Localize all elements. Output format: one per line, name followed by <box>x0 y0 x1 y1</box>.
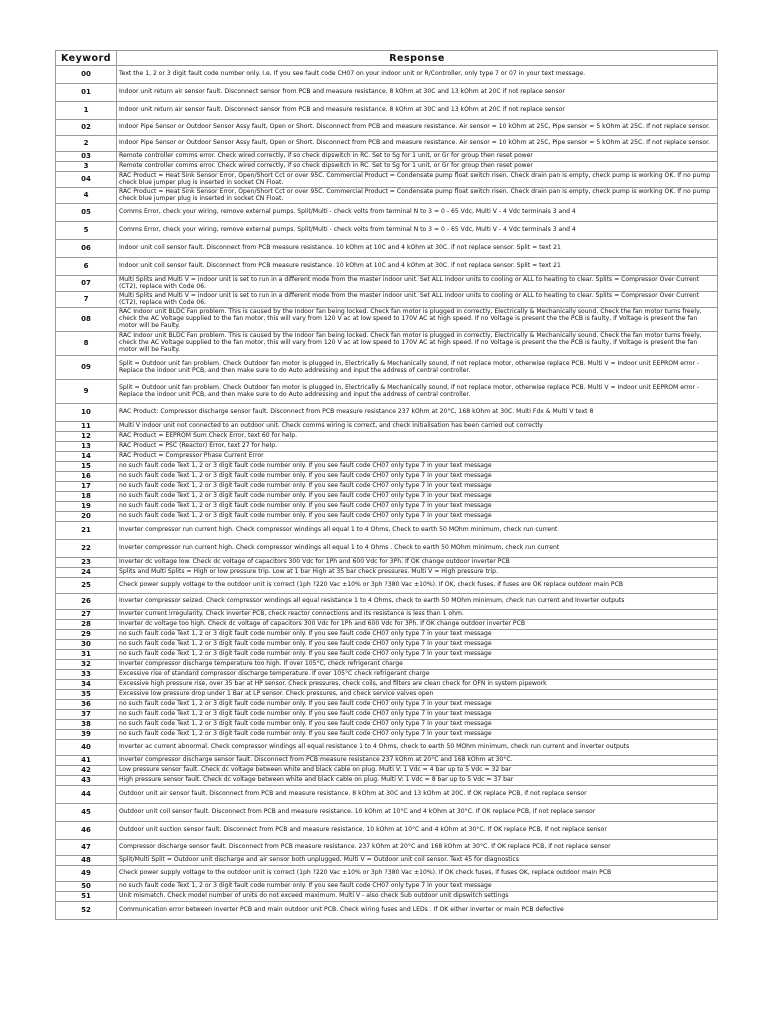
table-row <box>56 422 718 432</box>
table-row <box>56 822 718 840</box>
keyword-cell: 28 <box>56 620 117 630</box>
table-row <box>56 502 718 512</box>
table-row <box>56 84 718 102</box>
response-cell: RAC Indoor unit BLDC Fan problem. This is caused by the Indoor fan being locked. Check fan motor is plugged in correctly, Electrically & Mechanically sound. Check the fan motor turns freely, check the AC Voltage supplied to the fan motor, this will vary from 120 V ac at low speed to 170V AC at high speed. If no Voltage is present the the PCB is faulty, if Voltage is present the fan motor will be Faulty. <box>117 308 718 332</box>
keyword-cell: 43 <box>56 776 117 786</box>
response-cell: Inverter dc voltage too high. Check dc voltage of capacitors 300 Vdc for 1Ph and 600 Vdc for 3Ph. If OK change outdoor inverter PCB <box>117 620 718 630</box>
table-row <box>56 222 718 240</box>
keyword-cell: 3 <box>56 162 117 172</box>
response-cell: no such fault code Text 1, 2 or 3 digit fault code number only. If you see fault code CH07 only type 7 in your text message <box>117 720 718 730</box>
response-cell: no such fault code Text 1, 2 or 3 digit fault code number only. If you see fault code CH07 only type 7 in your text message <box>117 710 718 720</box>
response-cell: Remote controller comms error. Check wired correctly, if so check dipswitch in RC. Set to Sg for 1 unit, or Gr for group then reset power <box>117 152 718 162</box>
table-row <box>56 804 718 822</box>
keyword-cell: 02 <box>56 120 117 136</box>
table-row <box>56 700 718 710</box>
table-row <box>56 540 718 558</box>
keyword-cell: 05 <box>56 204 117 222</box>
response-cell: no such fault code Text 1, 2 or 3 digit fault code number only. If you see fault code CH07 only type 7 in your text message <box>117 462 718 472</box>
table-row <box>56 776 718 786</box>
table-row <box>56 66 718 84</box>
table-row <box>56 650 718 660</box>
table-row <box>56 640 718 650</box>
keyword-cell: 04 <box>56 172 117 188</box>
response-cell: Multi Splits and Multi V = indoor unit is set to run in a different mode from the master indoor unit. Set ALL indoor units to cooling or ALL to heating to clear. Splits = Compressor Over Current (CT2), replace with Code 06. <box>117 292 718 308</box>
keyword-cell: 25 <box>56 578 117 594</box>
response-cell: Splits and Multi Splits = High or low pressure trip. Low at 1 bar High at 35 bar check pressures. Multi V = High pressure trip. <box>117 568 718 578</box>
response-cell: no such fault code Text 1, 2 or 3 digit fault code number only. If you see fault code CH07 only type 7 in your text message <box>117 730 718 740</box>
table-row <box>56 332 718 356</box>
keyword-cell: 30 <box>56 640 117 650</box>
table-row <box>56 308 718 332</box>
response-cell: Indoor unit coil sensor fault. Disconnect from PCB measure resistance. 10 kOhm at 10C and 4 kOhm at 30C. if not replace sensor. Split = text 21 <box>117 240 718 258</box>
keyword-cell: 47 <box>56 840 117 856</box>
table-row <box>56 482 718 492</box>
table-row <box>56 492 718 502</box>
response-cell: Text the 1, 2 or 3 digit fault code number only. I.e. If you see fault code CH07 on your indoor unit or R/Controller, only type 7 or 07 in your text message. <box>117 66 718 84</box>
response-cell: Indoor unit return air sensor fault. Disconnect sensor from PCB and measure resistance. 8 kOhm at 30C and 13 kOhm at 20C if not replace sensor <box>117 84 718 102</box>
keyword-cell: 5 <box>56 222 117 240</box>
response-cell: Inverter compressor seized. Check compressor windings all equal resistance 1 to 4 Ohms, check to earth 50 MOhm minimum, check run current and Inverter outputs <box>117 594 718 610</box>
keyword-cell: 13 <box>56 442 117 452</box>
table-row <box>56 610 718 620</box>
response-cell: Indoor unit coil sensor fault. Disconnect from PCB measure resistance. 10 kOhm at 10C and 4 kOhm at 30C. if not replace sensor. Split = text 21 <box>117 258 718 276</box>
response-cell: no such fault code Text 1, 2 or 3 digit fault code number only. If you see fault code CH07 only type 7 in your text message <box>117 650 718 660</box>
table-row <box>56 292 718 308</box>
response-cell: Multi V indoor unit not connected to an outdoor unit. Check comms wiring is correct, and check initialisation has been carried out correctly <box>117 422 718 432</box>
table-row <box>56 472 718 482</box>
table-row <box>56 188 718 204</box>
keyword-cell: 24 <box>56 568 117 578</box>
keyword-cell: 49 <box>56 866 117 882</box>
table-row <box>56 512 718 522</box>
response-cell: RAC Product = Heat Sink Sensor Error, Open/Short Cct or over 95C. Commercial Product = Condensate pump float switch risen. Check drain pan is empty, check pump is working OK. If no pump check blue jumper plug is inserted in socket CN Float. <box>117 188 718 204</box>
response-cell: Unit mismatch. Check model number of units do not exceed maximum. Multi V - also check Sub outdoor unit dipswitch settings <box>117 892 718 902</box>
keyword-cell: 48 <box>56 856 117 866</box>
table-row <box>56 660 718 670</box>
table-row <box>56 766 718 776</box>
table-row <box>56 162 718 172</box>
response-cell: RAC Indoor unit BLDC Fan problem. This is caused by the Indoor fan being locked. Check fan motor is plugged in correctly, Electrically & Mechanically sound. Check the fan motor turns freely, check the AC Voltage supplied to the fan motor, this will vary from 120 V ac at low speed to 170V AC at high speed. If no Voltage is present the the PCB is faulty, if Voltage is present the fan motor will be Faulty. <box>117 332 718 356</box>
response-cell: no such fault code Text 1, 2 or 3 digit fault code number only. If you see fault code CH07 only type 7 in your text message <box>117 482 718 492</box>
keyword-cell: 6 <box>56 258 117 276</box>
keyword-cell: 12 <box>56 432 117 442</box>
table-row <box>56 720 718 730</box>
table-row <box>56 856 718 866</box>
response-cell: Communication error between inverter PCB and main outdoor unit PCB. Check wiring fuses and LEDs . If OK either inverter or main PCB defective <box>117 902 718 920</box>
keyword-cell: 06 <box>56 240 117 258</box>
keyword-cell: 42 <box>56 766 117 776</box>
response-cell: Inverter compressor discharge sensor fault. Disconnect from PCB measure resistance 237 kOhm at 20°C and 168 kOhm at 30°C. <box>117 756 718 766</box>
response-cell: Outdoor unit air sensor fault. Disconnect from PCB and measure resistance. 8 kOhm at 30C and 13 kOhm at 20C. If OK replace PCB, if not replace sensor <box>117 786 718 804</box>
response-cell: RAC Product = Heat Sink Sensor Error, Open/Short Cct or over 95C. Commercial Product = Condensate pump float switch risen. Check drain pan is empty, check pump is working OK. If no pump check blue jumper plug is inserted in socket CN Float. <box>117 172 718 188</box>
table-row <box>56 578 718 594</box>
table-row <box>56 730 718 740</box>
response-cell: Indoor unit return air sensor fault. Disconnect sensor from PCB and measure resistance. 8 kOhm at 30C and 13 kOhm at 20C if not replace sensor <box>117 102 718 120</box>
keyword-cell: 40 <box>56 740 117 756</box>
table-row <box>56 594 718 610</box>
keyword-cell: 23 <box>56 558 117 568</box>
response-cell: Excessive rise of standard compressor discharge temperature. If over 105°C check refrigerant charge <box>117 670 718 680</box>
keyword-cell: 26 <box>56 594 117 610</box>
response-cell: Inverter current irregularity. Check inverter PCB, check reactor connections and its resistance is less than 1 ohm. <box>117 610 718 620</box>
response-cell: Excessive low pressure drop under 1 Bar at LP sensor. Check pressures, and check service valves open <box>117 690 718 700</box>
keyword-cell: 36 <box>56 700 117 710</box>
keyword-cell: 8 <box>56 332 117 356</box>
fault-code-table <box>55 50 718 920</box>
keyword-cell: 45 <box>56 804 117 822</box>
table-row <box>56 462 718 472</box>
response-cell: Inverter compressor run current high. Check compressor windings all equal 1 to 4 Ohms, Check to earth 50 MOhm minimum, check run current <box>117 522 718 540</box>
response-cell: Comms Error, check your wiring, remove external pumps. Split/Multi - check volts from terminal N to 3 = 0 - 65 Vdc, Multi V - 4 Vdc terminals 3 and 4 <box>117 222 718 240</box>
response-cell: no such fault code Text 1, 2 or 3 digit fault code number only. If you see fault code CH07 only type 7 in your text message <box>117 630 718 640</box>
keyword-cell: 32 <box>56 660 117 670</box>
keyword-cell: 33 <box>56 670 117 680</box>
response-cell: Split/Multi Split = Outdoor unit discharge and air sensor both unplugged. Multi V = Outdoor unit coil sensor. Text 45 for diagnostics <box>117 856 718 866</box>
response-cell: no such fault code Text 1, 2 or 3 digit fault code number only. If you see fault code CH07 only type 7 in your text message <box>117 472 718 482</box>
keyword-cell: 01 <box>56 84 117 102</box>
keyword-cell: 7 <box>56 292 117 308</box>
response-cell: RAC Product = Compressor Phase Current Error <box>117 452 718 462</box>
keyword-cell: 41 <box>56 756 117 766</box>
response-cell: Low pressure sensor fault. Check dc voltage between white and black cable on plug. Multi V: 1 Vdc = 4 bar up to 5 Vdc = 32 bar <box>117 766 718 776</box>
response-cell: Comms Error, check your wiring, remove external pumps. Split/Multi - check volts from terminal N to 3 = 0 - 65 Vdc, Multi V - 4 Vdc terminals 3 and 4 <box>117 204 718 222</box>
response-cell: Outdoor unit suction sensor fault. Disconnect from PCB and measure resistance. 10 kOhm at 10°C and 4 kOhm at 30°C. If OK replace PCB, if not replace sensor <box>117 822 718 840</box>
response-cell: no such fault code Text 1, 2 or 3 digit fault code number only. If you see fault code CH07 only type 7 in your text message <box>117 882 718 892</box>
keyword-cell: 03 <box>56 152 117 162</box>
table-row <box>56 204 718 222</box>
keyword-cell: 9 <box>56 380 117 404</box>
response-cell: no such fault code Text 1, 2 or 3 digit fault code number only. If you see fault code CH07 only type 7 in your text message <box>117 502 718 512</box>
response-cell: Inverter compressor run current high. Check compressor windings all equal 1 to 4 Ohms . Check to earth 50 MOhm minimum, check run current <box>117 540 718 558</box>
table-row <box>56 102 718 120</box>
table-row <box>56 276 718 292</box>
response-cell: Multi Splits and Multi V = indoor unit is set to run in a different mode from the master indoor unit. Set ALL indoor units to cooling or ALL to heating to clear. Splits = Compressor Over Current (CT2), replace with Code 06. <box>117 276 718 292</box>
table-row <box>56 620 718 630</box>
table-row <box>56 690 718 700</box>
table-row <box>56 892 718 902</box>
table-row <box>56 404 718 422</box>
keyword-column-header: Keyword <box>56 51 117 66</box>
table-row <box>56 452 718 462</box>
response-cell: Check power supply voltage to the outdoor unit is correct (1ph ?220 Vac ±10% or 3ph ?380 Vac ±10%). If OK check fuses, if fuses OK, replace outdoor main PCB <box>117 866 718 882</box>
table-row <box>56 710 718 720</box>
keyword-cell: 31 <box>56 650 117 660</box>
table-row <box>56 670 718 680</box>
keyword-cell: 38 <box>56 720 117 730</box>
table-row <box>56 568 718 578</box>
keyword-cell: 22 <box>56 540 117 558</box>
response-cell: Remote controller comms error. Check wired correctly, if so check dipswitch in RC. Set to Sg for 1 unit, or Gr for group then reset power <box>117 162 718 172</box>
response-cell: Indoor Pipe Sensor or Outdoor Sensor Assy fault, Open or Short. Disconnect from PCB and measure resistance. Air sensor = 10 kOhm at 25C, Pipe sensor = 5 kOhm at 25C. If not replace sensor. <box>117 136 718 152</box>
table-row <box>56 356 718 380</box>
table-row <box>56 558 718 568</box>
response-cell: Indoor Pipe Sensor or Outdoor Sensor Assy fault, Open or Short. Disconnect from PCB and measure resistance. Air sensor = 10 kOhm at 25C, Pipe sensor = 5 kOhm at 25C. If not replace sensor. <box>117 120 718 136</box>
keyword-cell: 50 <box>56 882 117 892</box>
response-cell: RAC Product: Compressor discharge sensor fault. Disconnect from PCB measure resistance 237 kOhm at 20°C, 168 kOhm at 30C. Multi Fdx & Multi V text 8 <box>117 404 718 422</box>
keyword-cell: 11 <box>56 422 117 432</box>
response-cell: no such fault code Text 1, 2 or 3 digit fault code number only. If you see fault code CH07 only type 7 in your text message <box>117 700 718 710</box>
table-row <box>56 136 718 152</box>
table-row <box>56 840 718 856</box>
keyword-cell: 35 <box>56 690 117 700</box>
keyword-cell: 29 <box>56 630 117 640</box>
table-row <box>56 756 718 766</box>
keyword-cell: 34 <box>56 680 117 690</box>
response-cell: Excessive high pressure rise, over 35 bar at HP sensor. Check pressures, check coils, and filters are clean check for OFN in system pipework <box>117 680 718 690</box>
response-cell: Split = Outdoor unit fan problem. Check Outdoor fan motor is plugged in, Electrically & Mechanically sound, if not replace motor, otherwise replace PCB. Multi V = Indoor unit EEPROM error - Replace the indoor unit PCB, and then make sure to do Auto addressing and input the address of central controller. <box>117 356 718 380</box>
keyword-cell: 4 <box>56 188 117 204</box>
keyword-cell: 21 <box>56 522 117 540</box>
keyword-cell: 46 <box>56 822 117 840</box>
response-cell: no such fault code Text 1, 2 or 3 digit fault code number only. If you see fault code CH07 only type 7 in your text message <box>117 492 718 502</box>
table-row <box>56 866 718 882</box>
response-cell: Outdoor unit coil sensor fault. Disconnect from PCB and measure resistance. 10 kOhm at 10°C and 4 kOhm at 30°C. If OK replace PCB, if not replace sensor <box>117 804 718 822</box>
response-cell: High pressure sensor fault. Check dc voltage between white and black cable on plug. Multi V: 1 Vdc = 8 bar up to 5 Vdc = 37 bar <box>117 776 718 786</box>
keyword-cell: 08 <box>56 308 117 332</box>
response-column-header: Response <box>117 51 718 66</box>
table-row <box>56 522 718 540</box>
table-row <box>56 786 718 804</box>
table-row <box>56 630 718 640</box>
response-cell: Inverter ac current abnormal. Check compressor windings all equal resistance 1 to 4 Ohms, check to earth 50 MOhm minimum, check run current and inverter outputs <box>117 740 718 756</box>
response-cell: Split = Outdoor unit fan problem. Check Outdoor fan motor is plugged in, Electrically & Mechanically sound, if not replace motor, otherwise replace PCB. Multi V = Indoor unit EEPROM error - Replace the indoor unit PCB, and then make sure to do Auto addressing and input the address of central controller. <box>117 380 718 404</box>
keyword-cell: 27 <box>56 610 117 620</box>
table-row <box>56 680 718 690</box>
table-header-row <box>56 51 718 66</box>
table-row <box>56 172 718 188</box>
keyword-cell: 19 <box>56 502 117 512</box>
keyword-cell: 00 <box>56 66 117 84</box>
table-row <box>56 902 718 920</box>
response-cell: no such fault code Text 1, 2 or 3 digit fault code number only. If you see fault code CH07 only type 7 in your text message <box>117 512 718 522</box>
table-row <box>56 120 718 136</box>
keyword-cell: 44 <box>56 786 117 804</box>
keyword-cell: 52 <box>56 902 117 920</box>
keyword-cell: 14 <box>56 452 117 462</box>
keyword-cell: 10 <box>56 404 117 422</box>
response-cell: RAC Product = PSC (Reactor) Error, text 27 for help. <box>117 442 718 452</box>
table-row <box>56 380 718 404</box>
table-row <box>56 740 718 756</box>
table-row <box>56 432 718 442</box>
table-row <box>56 258 718 276</box>
keyword-cell: 20 <box>56 512 117 522</box>
keyword-cell: 17 <box>56 482 117 492</box>
table-row <box>56 442 718 452</box>
keyword-cell: 51 <box>56 892 117 902</box>
keyword-cell: 09 <box>56 356 117 380</box>
response-cell: Inverter compressor discharge temperature too high. If over 105°C, check refrigerant charge <box>117 660 718 670</box>
table-row <box>56 240 718 258</box>
table-row <box>56 882 718 892</box>
keyword-cell: 1 <box>56 102 117 120</box>
keyword-cell: 18 <box>56 492 117 502</box>
keyword-cell: 07 <box>56 276 117 292</box>
keyword-cell: 15 <box>56 462 117 472</box>
keyword-cell: 37 <box>56 710 117 720</box>
response-cell: RAC Product = EEPROM Sum Check Error, text 60 for help. <box>117 432 718 442</box>
keyword-cell: 16 <box>56 472 117 482</box>
table-row <box>56 152 718 162</box>
response-cell: Inverter dc voltage low. Check dc voltage of capacitors 300 Vdc for 1Ph and 600 Vdc for 3Ph. If OK change outdoor inverter PCB <box>117 558 718 568</box>
table-body <box>56 66 718 920</box>
response-cell: no such fault code Text 1, 2 or 3 digit fault code number only. If you see fault code CH07 only type 7 in your text message <box>117 640 718 650</box>
keyword-cell: 39 <box>56 730 117 740</box>
response-cell: Compressor discharge sensor fault. Disconnect from PCB measure resistance. 237 kOhm at 20°C and 168 kOhm at 30°C. If OK replace PCB, if not replace sensor <box>117 840 718 856</box>
response-cell: Check power supply voltage to the outdoor unit is correct (1ph ?220 Vac ±10% or 3ph ?380 Vac ±10%). If OK, check fuses, if fuses are OK replace outdoor main PCB <box>117 578 718 594</box>
keyword-cell: 2 <box>56 136 117 152</box>
